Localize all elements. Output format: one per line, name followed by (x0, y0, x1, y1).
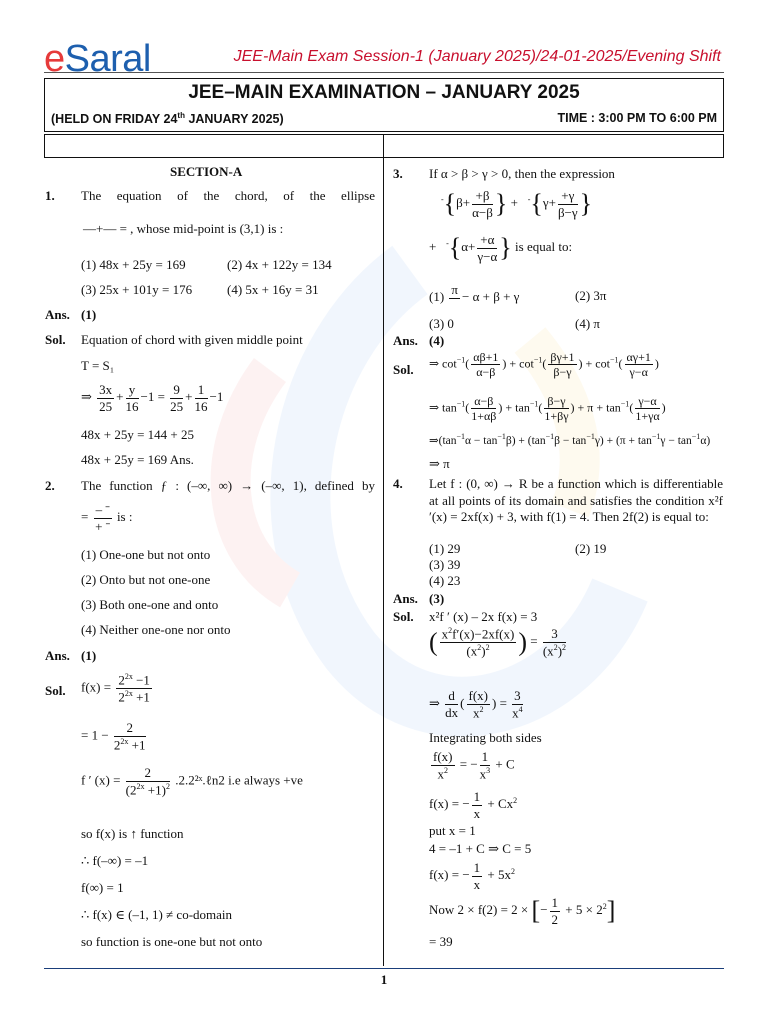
q3-sol-line-3: $\Rightarrow(\tan^{-1}\alpha - \tan^{-1}\beta) + (\tan^{-1}\beta - \tan^{-1}\gamma) + (\pi + \tan^{-1}\gamma - \tan^{-1}\alpha)$ (429, 432, 711, 447)
q4-sol-eq-5: f(x) = − $\frac{1}{x}$ + $5x^2$ (429, 860, 515, 892)
q2-option-2: (2) Onto but not one-one (81, 572, 211, 587)
q3-sol-line-1: ⇒ $\cot^{-1}$( $\frac{\alpha\beta+1}{\alpha-\beta}$ ) + $\cot^{-1}$( $\frac{\beta\gamma+1}{\beta-\gamma}$ ) + $\cot^{-1}$( $\frac{\alpha\gamma+1}{\gamma-\alpha}$ ) (429, 350, 659, 380)
q1-sol-line-5: 48x + 25y = 169 Ans. (81, 452, 194, 467)
q1-option-3: (3) 25x + 101y = 176 (81, 282, 193, 297)
q2-sol-line-1: so f(x) is ↑ function (81, 826, 184, 841)
q4-option-4: (4) 23 (429, 573, 461, 588)
q3-option-3: (3) 0 (429, 316, 454, 331)
q2-number: 2. (45, 478, 55, 493)
q1-sol-equation: ⇒ $\frac{3x}{25}$ + $\frac{y}{16}$ −1 = $\frac{9}{25}$ + $\frac{1}{16}$ −1 (81, 382, 224, 414)
q2-sol-fprime: f ′ (x) = $\frac{2}{(2^{2x} +1)^2}$ .2.2²ˣ.ℓn2 i.e always +ve (81, 765, 303, 797)
q2-sol-line-5: so function is one-one but not onto (81, 934, 263, 949)
q1-ans-label: Ans. (45, 307, 70, 322)
q1-option-2: (2) 4x + 122y = 134 (227, 257, 332, 272)
q4-answer: (3) (429, 591, 445, 606)
q3-option-4: (4) π (575, 316, 600, 331)
q3-sol-line-2: ⇒ $\tan^{-1}$( $\frac{\alpha-\beta}{1+\alpha\beta}$ ) + $\tan^{-1}$( $\frac{\beta-\gamma}{1+\beta\gamma}$ ) + $\pi + \tan^{-1}$( $\frac{\gamma-\alpha}{1+\gamma\alpha}$ ) (429, 394, 666, 424)
q4-option-1: (1) 29 (429, 541, 461, 556)
q1-sol-label: Sol. (45, 332, 66, 347)
q3-text: If α > β > γ > 0, then the expression (429, 166, 615, 181)
q3-sol-result: ⇒ π (429, 456, 450, 471)
q3-option-1: (1) π − α + β + γ (429, 282, 520, 305)
q1-number: 1. (45, 188, 55, 203)
q4-sol-put: put x = 1 (429, 823, 476, 838)
q4-text: Let f : (0, ∞) → R be a function which is differentiable at all points of its domain and satisfies the condition x²f ′(x) = 2xf(x) + 3, with f(1) = 4. Then 2f(2) is equal to: (429, 476, 723, 524)
q2-sol-fx: f(x) = $\frac{2^{2x} -1}{2^{2x} +1}$ (81, 672, 150, 705)
q4-sol-eq-4: f(x) = − $\frac{1}{x}$ + $Cx^2$ (429, 789, 518, 821)
q1-option-1: (1) 48x + 25y = 169 (81, 257, 186, 272)
q3-expr-1: -{β+ $\frac{+\beta}{\alpha-\beta}$ } + -{γ+ $\frac{+\gamma}{\beta-\gamma}$ } (441, 188, 593, 220)
q2-option-1: (1) One-one but not onto (81, 547, 211, 562)
held-on-date: (HELD ON FRIDAY 24th JANUARY 2025) (51, 111, 284, 127)
title-box (44, 78, 724, 132)
q1-sol-line-1: Equation of chord with given middle point (81, 332, 303, 347)
q4-sol-result: = 39 (429, 934, 453, 949)
q2-option-4: (4) Neither one-one nor onto (81, 622, 231, 637)
esaral-logo: eSaral (44, 38, 151, 80)
q2-sol-line-4: ∴ f(x) ∈ (–1, 1) ≠ co-domain (81, 907, 233, 922)
q3-expr-2: + -{α+ $\frac{+\alpha}{\gamma-\alpha}$ } is equal to: (429, 232, 573, 264)
q4-sol-eq-2: ⇒ $\frac{d}{dx}$ ( $\frac{f(x)}{x^2}$ ) = $\frac{3}{x^4}$ (429, 688, 523, 720)
q2-sol-label: Sol. (45, 683, 66, 698)
exam-time: TIME : 3:00 PM TO 6:00 PM (557, 111, 717, 125)
q4-sol-eq-3: $\frac{f(x)}{x^2}$ = − $\frac{1}{x^3}$ + C (433, 749, 515, 781)
q3-sol-label: Sol. (393, 362, 414, 377)
exam-session-heading: JEE-Main Exam Session-1 (January 2025)/24-01-2025/Evening Shift (233, 48, 721, 65)
q2-ans-label: Ans. (45, 648, 70, 663)
q1-text: The equation of the chord, of the ellipse (81, 188, 375, 203)
q3-ans-label: Ans. (393, 333, 418, 348)
q2-sol-line-3: f(∞) = 1 (81, 880, 124, 895)
q4-number: 4. (393, 476, 403, 491)
q2-sol-line-2: ∴ f(–∞) = –1 (81, 853, 149, 868)
q1-sol-line-4: 48x + 25y = 144 + 25 (81, 427, 194, 442)
footer-rule (44, 968, 724, 969)
page-number: 1 (380, 972, 388, 987)
section-heading: SECTION-A (170, 164, 243, 179)
q4-ans-label: Ans. (393, 591, 418, 606)
q3-answer: (4) (429, 333, 445, 348)
q1-answer: (1) (81, 307, 97, 322)
q4-option-3: (3) 39 (429, 557, 461, 572)
q4-option-2: (2) 19 (575, 541, 607, 556)
q4-sol-integrate: Integrating both sides (429, 730, 542, 745)
q3-number: 3. (393, 166, 403, 181)
q2-sol-fx-2: = 1 − $\frac{2}{2^{2x} +1}$ (81, 720, 146, 752)
q4-sol-line-1: x²f ′ (x) – 2x f(x) = 3 (429, 609, 538, 624)
column-divider (383, 158, 384, 966)
q3-option-2: (2) 3π (575, 288, 607, 303)
q4-sol-now: Now 2 × f(2) = 2 × [− $\frac{1}{2}$ + $5 \times 2^2$] (429, 895, 616, 927)
q1-option-4: (4) 5x + 16y = 31 (227, 282, 319, 297)
q4-sol-c: 4 = –1 + C ⇒ C = 5 (429, 841, 532, 856)
exam-title: JEE–MAIN EXAMINATION – JANUARY 2025 (188, 82, 580, 103)
q2-option-3: (3) Both one-one and onto (81, 597, 219, 612)
q4-sol-eq-1: ( $\frac{x^2f'(x)-2xf(x)}{(x^2)^2}$ ) = $\frac{3}{(x^2)^2}$ (429, 626, 567, 659)
q1-ellipse: —+— = , whose mid-point is (3,1) is : (83, 221, 284, 236)
q1-sol-line-2: T = S₁ (81, 358, 115, 373)
q2-function-def: = $\frac{\text{– ˉ}}{\text{+ ˉ}}$ is : (81, 502, 133, 534)
q2-text: The function ƒ : (–∞, ∞) → (–∞, 1), defined by (81, 478, 375, 493)
q2-answer: (1) (81, 648, 97, 663)
q4-sol-label: Sol. (393, 609, 414, 624)
column-header-row (44, 134, 724, 158)
header-rule (44, 72, 724, 73)
